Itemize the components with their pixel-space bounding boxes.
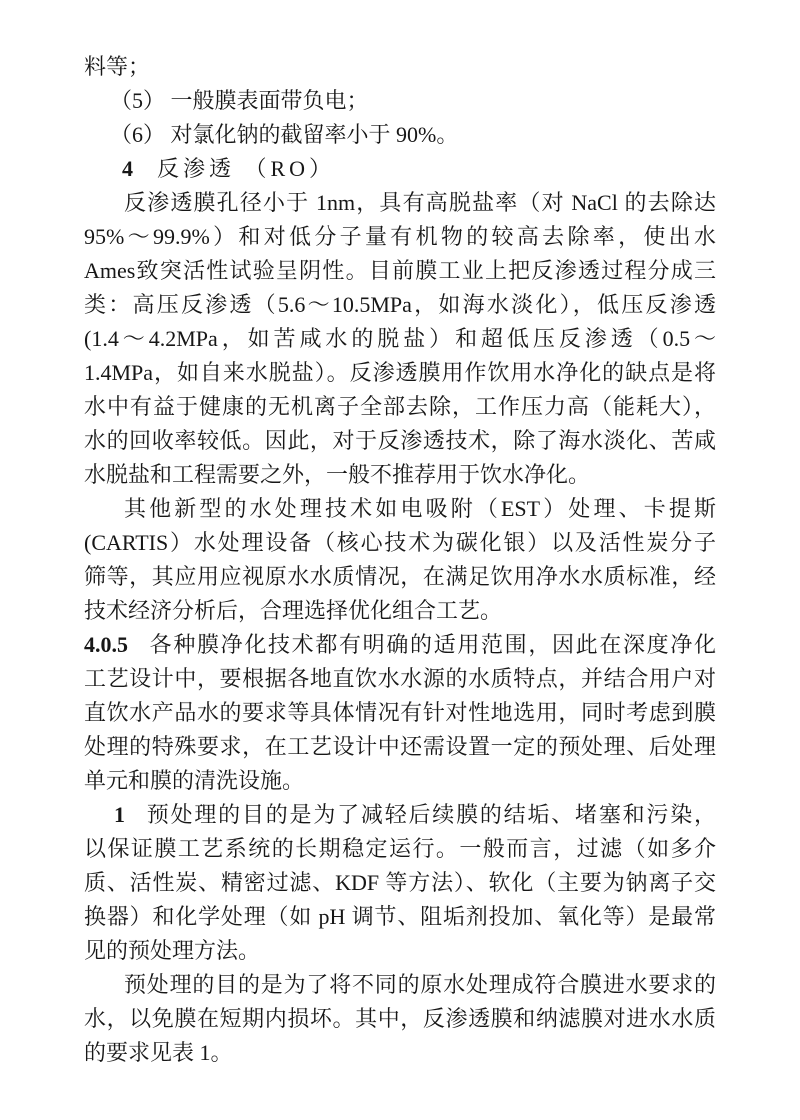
- line-text: 反渗透 （RO）: [157, 156, 336, 181]
- line-text: （5） 一般膜表面带负电；: [110, 88, 369, 113]
- line-text: 95%～99.9%）和对低分子量有机物的较高去除率，使出水: [84, 224, 716, 249]
- text-line: [84, 730, 716, 764]
- text-line: [84, 526, 716, 560]
- text-line: [84, 118, 716, 152]
- clause-number: 1: [114, 802, 125, 827]
- clause-number: 4: [122, 156, 137, 181]
- text-line: [84, 492, 716, 526]
- line-text: 以保证膜工艺系统的长期稳定运行。一般而言，过滤（如多介: [84, 836, 716, 861]
- line-text: (CARTIS）水处理设备（核心技术为碳化银）以及活性炭分子: [84, 530, 716, 555]
- text-line: [84, 832, 716, 866]
- text-line: [84, 594, 716, 628]
- line-text: 反渗透膜孔径小于 1nm，具有高脱盐率（对 NaCl 的去除达: [124, 190, 716, 215]
- line-text: 换器）和化学处理（如 pH 调节、阻垢剂投加、氧化等）是最常: [84, 904, 716, 929]
- line-text: 水，以免膜在短期内损坏。其中，反渗透膜和纳滤膜对进水水质: [84, 1006, 716, 1031]
- line-text: 工艺设计中，要根据各地直饮水水源的水质特点，并结合用户对: [84, 666, 716, 691]
- line-text: 预处理的目的是为了将不同的原水处理成符合膜进水要求的: [124, 972, 716, 997]
- text-line: [84, 1036, 716, 1070]
- text-line: [84, 560, 716, 594]
- text-line: [84, 764, 716, 798]
- text-line: [84, 866, 716, 900]
- text-line: [84, 288, 716, 322]
- line-text: 类：高压反渗透（5.6～10.5MPa，如海水淡化），低压反渗透: [84, 292, 716, 317]
- text-line: [84, 662, 716, 696]
- text-line: [84, 458, 716, 492]
- text-line: [84, 152, 716, 186]
- line-text: 处理的特殊要求，在工艺设计中还需设置一定的预处理、后处理: [84, 734, 716, 759]
- text-line: [84, 220, 716, 254]
- text-line: [84, 390, 716, 424]
- line-text: 预处理的目的是为了减轻后续膜的结垢、堵塞和污染，: [145, 802, 716, 827]
- line-text: （6） 对氯化钠的截留率小于 90%。: [110, 122, 459, 147]
- text-line: [84, 1002, 716, 1036]
- text-line: [84, 84, 716, 118]
- text-line: [84, 50, 716, 84]
- line-text: 水的回收率较低。因此，对于反渗透技术，除了海水淡化、苦咸: [84, 428, 716, 453]
- clause-number: 4.0.5: [84, 632, 128, 657]
- line-text: (1.4～4.2MPa，如苦咸水的脱盐）和超低压反渗透（0.5～: [84, 326, 716, 351]
- text-line: [84, 934, 716, 968]
- text-line: [84, 628, 716, 662]
- line-text: 水中有益于健康的无机离子全部去除，工作压力高（能耗大），: [84, 394, 716, 419]
- text-line: [84, 968, 716, 1002]
- line-text: 筛等，其应用应视原水水质情况，在满足饮用净水水质标准，经: [84, 564, 716, 589]
- line-text: 的要求见表 1。: [84, 1040, 233, 1065]
- line-text: 各种膜净化技术都有明确的适用范围，因此在深度净化: [148, 632, 716, 657]
- text-line: [84, 696, 716, 730]
- line-text: 直饮水产品水的要求等具体情况有针对性地选用，同时考虑到膜: [84, 700, 716, 725]
- page-text-block: [84, 50, 716, 1070]
- text-line: [84, 900, 716, 934]
- line-text: 见的预处理方法。: [84, 938, 261, 963]
- text-line: [84, 424, 716, 458]
- line-text: 质、活性炭、精密过滤、KDF 等方法）、软化（主要为钠离子交: [84, 870, 716, 895]
- line-text: 水脱盐和工程需要之外，一般不推荐用于饮水净化。: [84, 462, 591, 487]
- line-text: 其他新型的水处理技术如电吸附（EST）处理、卡提斯: [124, 496, 716, 521]
- line-text: 料等；: [84, 54, 151, 79]
- line-text: Ames致突活性试验呈阴性。目前膜工业上把反渗透过程分成三: [84, 258, 716, 283]
- text-line: [84, 798, 716, 832]
- text-line: [84, 254, 716, 288]
- text-line: [84, 322, 716, 356]
- line-text: 单元和膜的清洗设施。: [84, 768, 305, 793]
- line-text: 1.4MPa，如自来水脱盐）。反渗透膜用作饮用水净化的缺点是将: [84, 360, 716, 385]
- text-line: [84, 186, 716, 220]
- text-line: [84, 356, 716, 390]
- line-text: 技术经济分析后，合理选择优化组合工艺。: [84, 598, 503, 623]
